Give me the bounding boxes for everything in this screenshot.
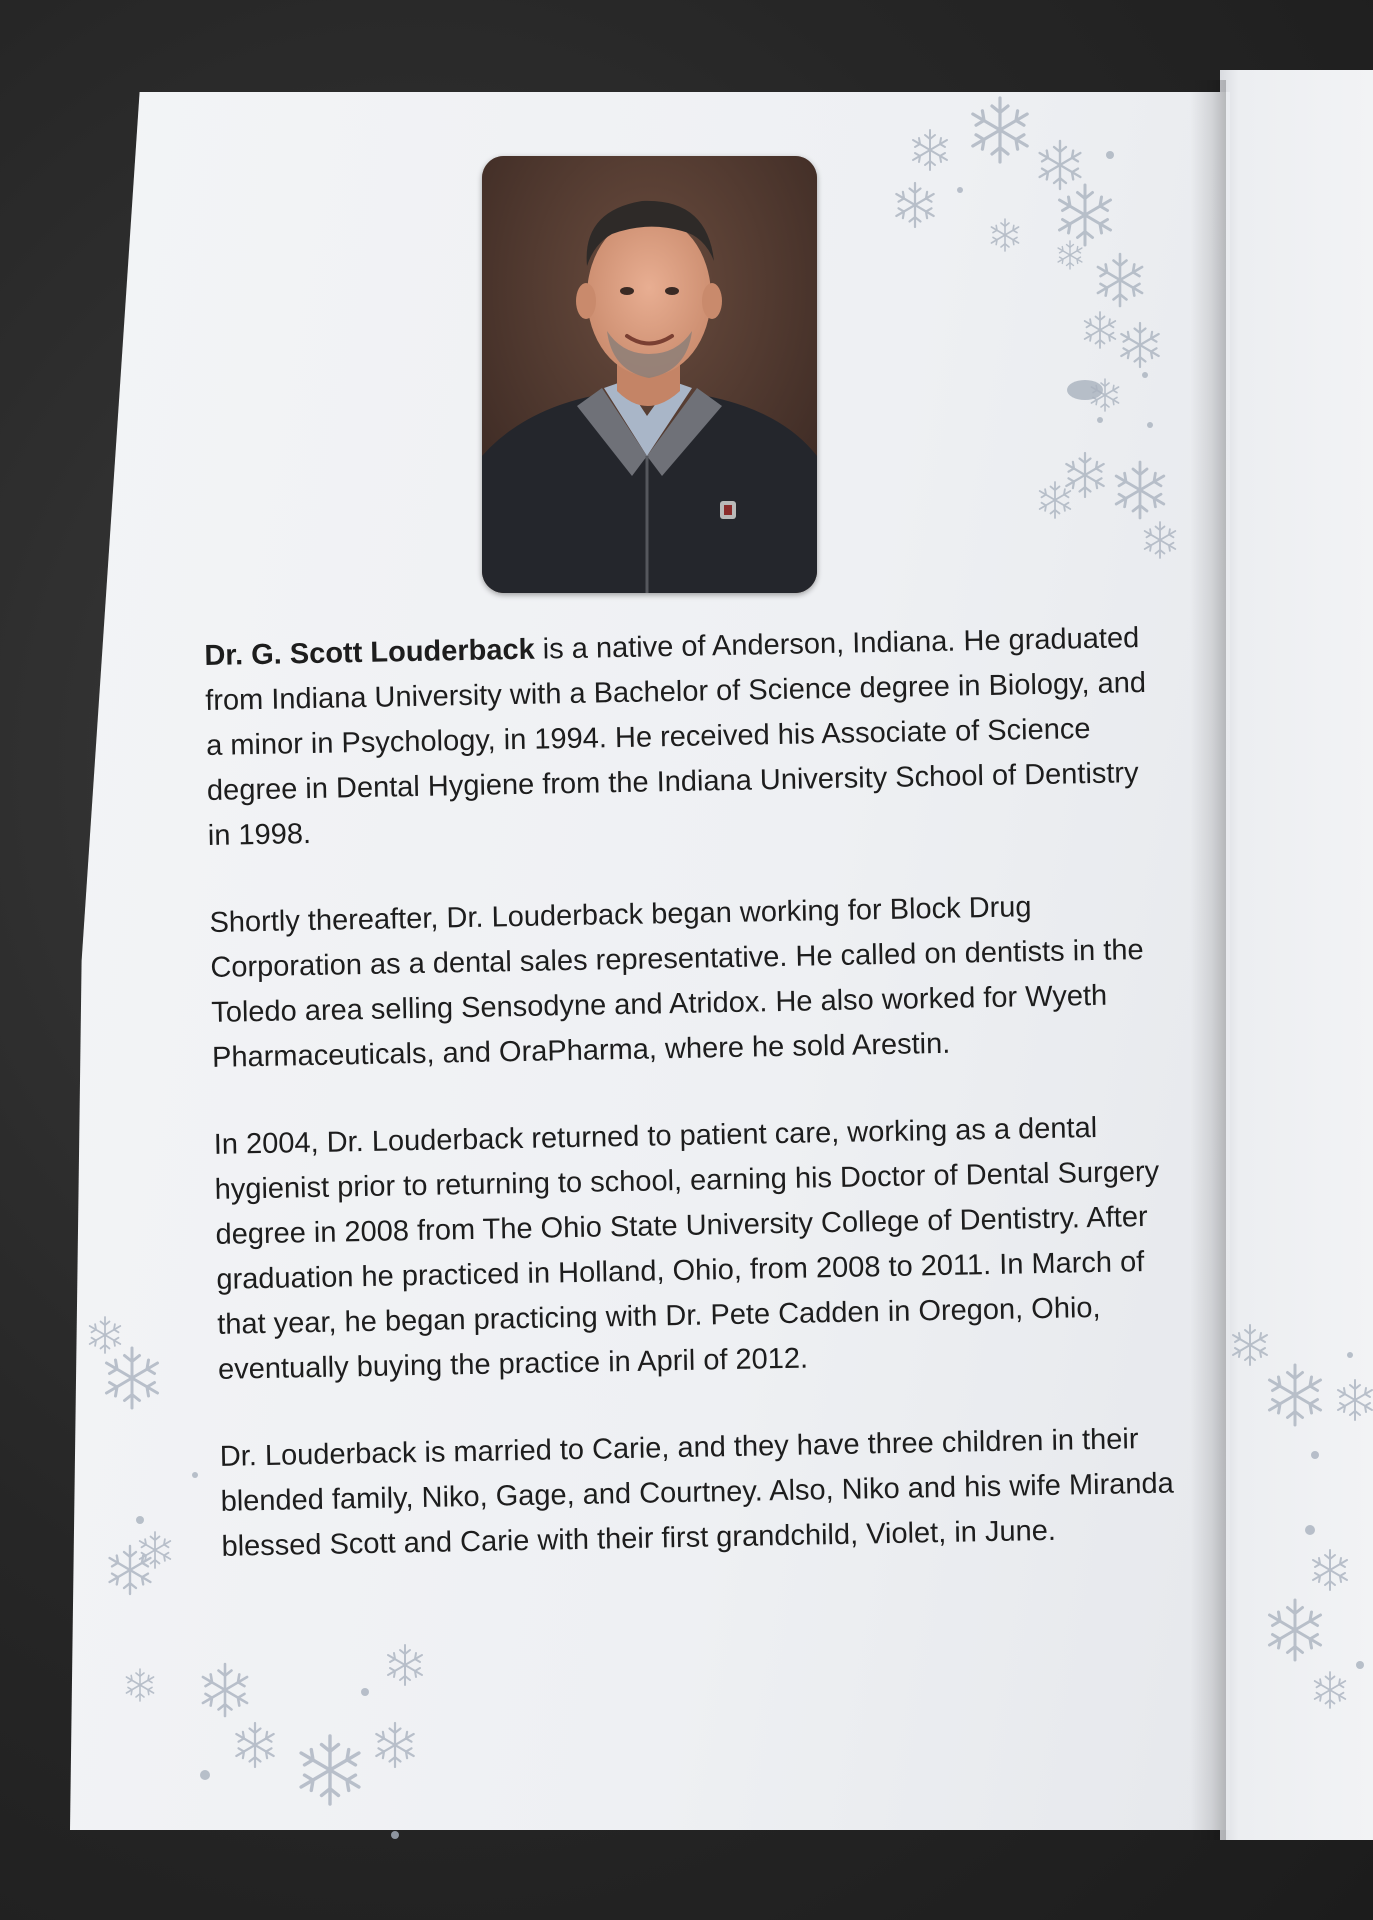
- bio-paragraph-4: Dr. Louderback is married to Carie, and they have three children in their blended family, Niko, Gage, and Courtney. Also, Niko and his wife Miranda blessed Scott and Carie with their first grandchild, Violet, in June.: [219, 1423, 1174, 1563]
- bio-paragraph-2: Shortly thereafter, Dr. Louderback began working for Block Drug Corporation as a dental sales representative. He called on dentists in the Toledo area selling Sensodyne and Atridox. He also worked for Wyeth Pharmaceuticals, and OraPharma, where he sold Arestin.: [209, 891, 1144, 1074]
- bio-paragraph-3: In 2004, Dr. Louderback returned to patient care, working as a dental hygienist prior to returning to school, earning his Doctor of Dental Surgery degree in 2008 from The Ohio State University College of Dentistry. After graduation he practiced in Holland, Ohio, from 2008 to 2011. In March of that year, he began practicing with Dr. Pete Cadden in Oregon, Ohio, eventually buying the practice in April of 2012.: [213, 1111, 1160, 1386]
- biography-text: [204, 616, 1183, 1612]
- portrait-photo: [482, 156, 817, 593]
- doctor-name: Dr. G. Scott Louderback: [204, 633, 536, 672]
- right-page: [1220, 70, 1373, 1840]
- portrait-illustration: [482, 156, 817, 593]
- page-fold-shadow: [1190, 80, 1226, 1840]
- bio-paragraph-1: [204, 616, 1168, 859]
- bio-paragraph-1-text: is a native of Anderson, Indiana. He graduated from Indiana University with a Bachelor of Science degree in Biology, and a minor in Psychology, in 1994. He received his Associate of Science degree in Dental Hygiene from the Indiana University School of Dentistry in 1998.: [204, 622, 1147, 852]
